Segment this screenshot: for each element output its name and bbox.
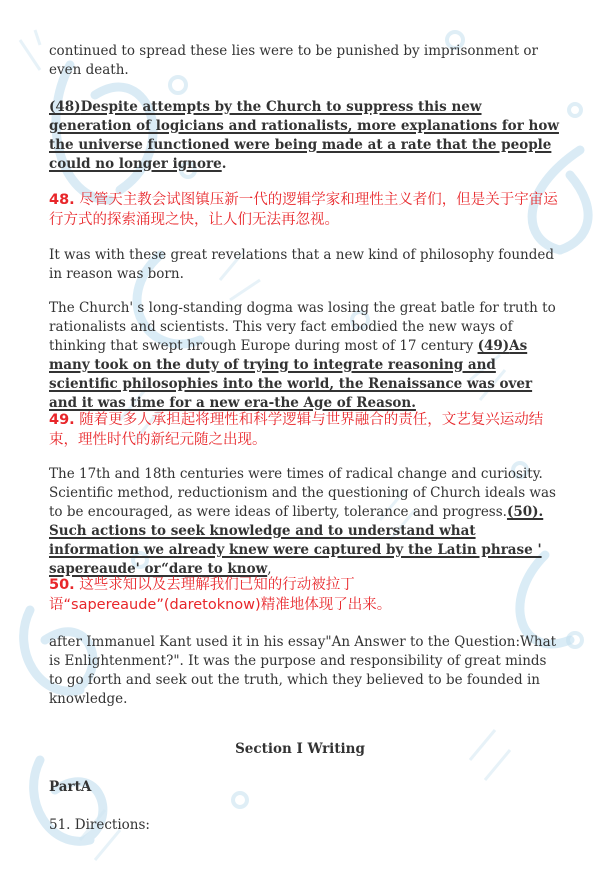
- paragraph-church-dogma: [49, 299, 561, 413]
- part-label: PartA: [49, 779, 92, 795]
- question-50-text: Such actions to seek knowledge and to understand what information we already knew were captured by the Latin phrase ' sapereaude' or“dare to know: [49, 523, 542, 577]
- question-51-label: 51. Directions:: [49, 817, 150, 833]
- translation-49: [49, 410, 561, 450]
- question-49-text: As many took on the duty of trying to integrate reasoning and scientific philosophies into the world, the Renaissance was over and it was time for a new era-the Age of Reason.: [49, 338, 533, 411]
- question-49-marker: (49): [477, 338, 510, 354]
- translation-50: [49, 575, 561, 615]
- translation-48-number: 48.: [49, 192, 75, 208]
- paragraph-continued: continued to spread these lies were to be punished by imprisonment or even death.: [49, 43, 538, 78]
- translation-48: [49, 190, 561, 230]
- translation-50-number: 50.: [49, 577, 75, 593]
- paragraph-centuries: [49, 465, 561, 579]
- question-50-tail: ,: [267, 561, 272, 577]
- paragraph-church-dogma-lead: The Church' s long-standing dogma was losing the great batle for truth to rationalists and scientists. This very fact embodied the new ways of thinking that swept hrough Europe during most of 17 century: [49, 300, 556, 354]
- translation-49-text: 随着更多人承担起将理性和科学逻辑与世界融合的责任，文艺复兴运动结束，理性时代的新纪元随之出现。: [49, 412, 544, 448]
- question-48-tail: .: [221, 156, 227, 172]
- paragraph-kant: after Immanuel Kant used it in his essay"An Answer to the Question:What is Enlightenment?". It was the purpose and responsibility of great minds to go forth and seek out the truth, which they believed to be founded in knowledge.: [49, 634, 557, 707]
- translation-49-number: 49.: [49, 412, 75, 428]
- question-48-marker: (48): [49, 99, 81, 115]
- translation-50-text: 这些求知以及去理解我们已知的行动被拉丁语“sapereaude”(daretoknow)精准地体现了出来。: [49, 577, 392, 613]
- question-48-text: Despite attempts by the Church to suppress this new generation of logicians and rationalists, more explanations for how the universe functioned were being made at a rate that the people could no longer ignore: [49, 99, 559, 172]
- section-title: Section I Writing: [235, 741, 365, 757]
- translation-48-text: 尽管天主教会试图镇压新一代的逻辑学家和理性主义者们，但是关于宇宙运行方式的探索涌现之快，让人们无法再忽视。: [49, 192, 558, 228]
- paragraph-revelations: It was with these great revelations that a new kind of philosophy founded in reason was born.: [49, 247, 555, 282]
- question-50-marker: (50).: [506, 504, 544, 520]
- paragraph-centuries-lead: The 17th and 18th centuries were times of radical change and curiosity. Scientific method, reductionism and the questioning of Church ideals was to be encouraged, as were ideas of liberty, tolerance and progress.: [49, 466, 556, 520]
- question-48-sentence: [49, 98, 561, 174]
